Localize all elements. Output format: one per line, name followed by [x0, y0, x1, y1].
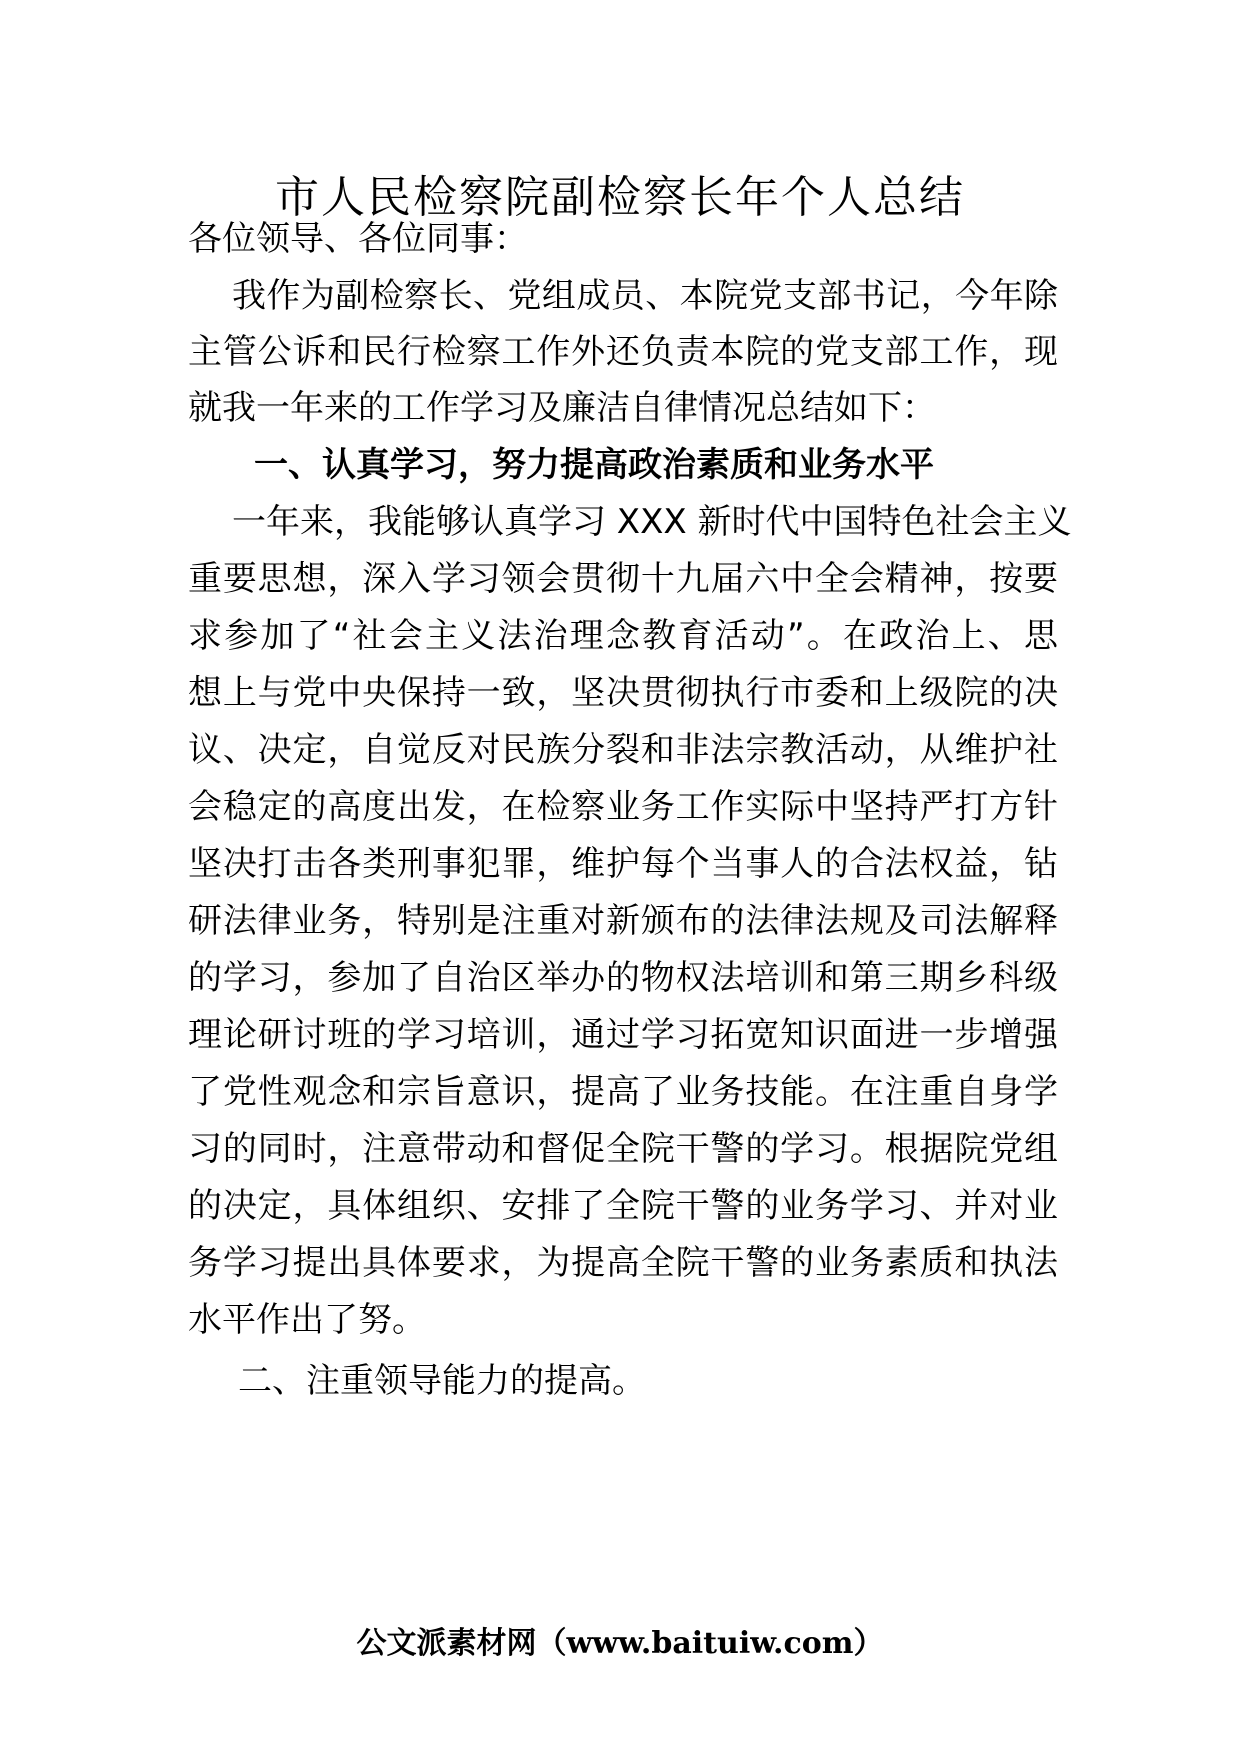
footer-watermark: 公文派素材网（www.baituiw.com） — [356, 1626, 884, 1661]
intro-line: 主管公诉和民行检察工作外还负责本院的党支部工作，现 — [188, 332, 1058, 372]
body-line: 议、决定，自觉反对民族分裂和非法宗教活动，从维护社 — [188, 730, 1058, 770]
body-line: 求参加了“社会主义法治理念教育活动”。在政治上、思 — [188, 616, 1058, 656]
body-line: 习的同时，注意带动和督促全院干警的学习。根据院党组 — [188, 1129, 1058, 1169]
body-line: 坚决打击各类刑事犯罪，维护每个当事人的合法权益，钻 — [188, 844, 1058, 884]
intro-line: 我作为副检察长、党组成员、本院党支部书记，今年除 — [232, 276, 1058, 316]
body-line: 会稳定的高度出发，在检察业务工作实际中坚持严打方针 — [188, 787, 1058, 827]
body-line: 务学习提出具体要求，为提高全院干警的业务素质和执法 — [188, 1243, 1058, 1283]
body-line: 的决定，具体组织、安排了全院干警的业务学习、并对业 — [188, 1186, 1058, 1226]
body-line: 重要思想，深入学习领会贯彻十九届六中全会精神，按要 — [188, 559, 1058, 599]
body-line: 研法律业务，特别是注重对新颁布的法律法规及司法解释 — [188, 901, 1058, 941]
section-heading-1: 一、认真学习，努力提高政治素质和业务水平 — [254, 445, 934, 485]
body-line: 的学习，参加了自治区举办的物权法培训和第三期乡科级 — [188, 958, 1058, 998]
document-title: 市人民检察院副检察长年个人总结 — [275, 172, 965, 223]
body-line: 理论研讨班的学习培训，通过学习拓宽知识面进一步增强 — [188, 1015, 1058, 1055]
body-line: 一年来，我能够认真学习 XXX 新时代中国特色社会主义 — [232, 502, 1072, 542]
section-heading-2: 二、注重领导能力的提高。 — [238, 1361, 646, 1401]
body-line: 了党性观念和宗旨意识，提高了业务技能。在注重自身学 — [188, 1072, 1058, 1112]
body-line: 想上与党中央保持一致，坚决贯彻执行市委和上级院的决 — [188, 673, 1058, 713]
body-line: 水平作出了努。 — [188, 1300, 426, 1340]
salutation: 各位领导、各位同事： — [188, 219, 528, 259]
intro-line: 就我一年来的工作学习及廉洁自律情况总结如下： — [188, 388, 936, 428]
